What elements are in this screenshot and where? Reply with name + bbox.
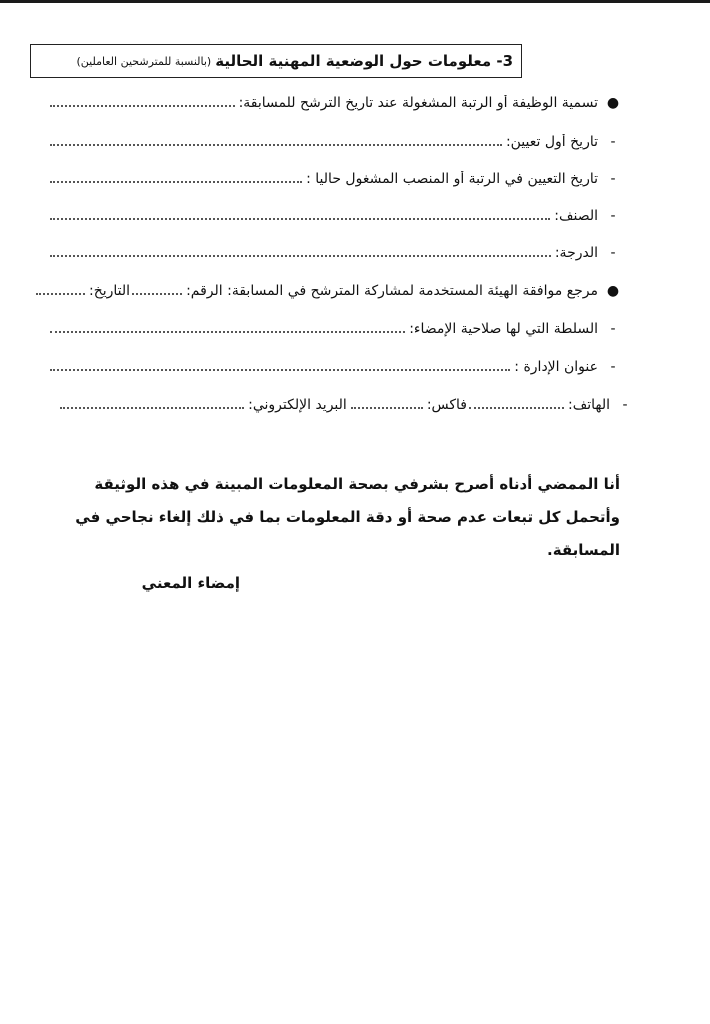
field-administration-address: [50, 359, 620, 375]
field-degree: [50, 245, 620, 261]
date-label: التاريخ:: [89, 283, 131, 299]
dash-marker: -: [610, 359, 616, 375]
field-label: عنوان الإدارة :: [514, 359, 598, 375]
dash-marker: -: [610, 208, 616, 224]
dash-marker: -: [622, 397, 628, 413]
fill-line[interactable]: [50, 105, 235, 107]
dash-marker: -: [610, 134, 616, 150]
fax-label: فاكس:: [426, 397, 468, 413]
field-contacts: [60, 397, 632, 413]
dash-marker: -: [610, 171, 616, 187]
fill-line[interactable]: [50, 181, 302, 183]
section-subtitle: (بالنسبة للمترشحين العاملين): [76, 54, 212, 68]
email-label: البريد الإلكتروني:: [248, 397, 347, 413]
phone-label: الهاتف:: [568, 397, 610, 413]
field-label: تسمية الوظيفة أو الرتبة المشغولة عند تاريخ الترشح للمسابقة:: [238, 95, 598, 111]
top-border: [0, 0, 710, 3]
field-first-appointment: [50, 134, 620, 150]
fill-line[interactable]: [50, 255, 551, 257]
field-label: الصنف:: [554, 208, 598, 224]
field-label: السلطة التي لها صلاحية الإمضاء:: [409, 321, 598, 337]
declaration-text: أنا الممضي أدناه أصرح بشرفي بصحة المعلومات المبينة في هذه الوثيقة وأتحمل كل تبعات عدم صحة أو دقة المعلومات بما في ذلك إلغاء نجاحي في المسابقة.: [75, 475, 620, 559]
fill-line[interactable]: [50, 331, 405, 333]
reference-number-line[interactable]: [132, 293, 182, 295]
fill-line[interactable]: [50, 218, 550, 220]
section-header: [30, 44, 522, 78]
signature-label: إمضاء المعني: [141, 574, 240, 592]
field-label: تاريخ أول تعيين:: [505, 134, 598, 150]
field-job-title: [50, 95, 620, 111]
field-signing-authority: [50, 321, 620, 337]
field-approval-reference: [36, 283, 620, 299]
field-label: الدرجة:: [554, 245, 598, 261]
section-title: 3- معلومات حول الوضعية المهنية الحالية: [215, 52, 513, 70]
email-line[interactable]: [60, 407, 244, 409]
field-label: مرجع موافقة الهيئة المستخدمة لمشاركة المترشح في المسابقة: الرقم:: [186, 283, 598, 299]
fill-line[interactable]: [50, 369, 510, 371]
bullet-marker: ●: [606, 283, 620, 299]
field-class: [50, 208, 620, 224]
bullet-marker: ●: [606, 95, 620, 111]
fax-line[interactable]: [351, 407, 423, 409]
field-label: تاريخ التعيين في الرتبة أو المنصب المشغول حاليا :: [306, 171, 598, 187]
dash-marker: -: [610, 245, 616, 261]
fill-line[interactable]: [50, 144, 502, 146]
dash-marker: -: [610, 321, 616, 337]
field-current-rank-date: [50, 171, 620, 187]
reference-date-line[interactable]: [36, 293, 85, 295]
phone-line[interactable]: [469, 407, 564, 409]
